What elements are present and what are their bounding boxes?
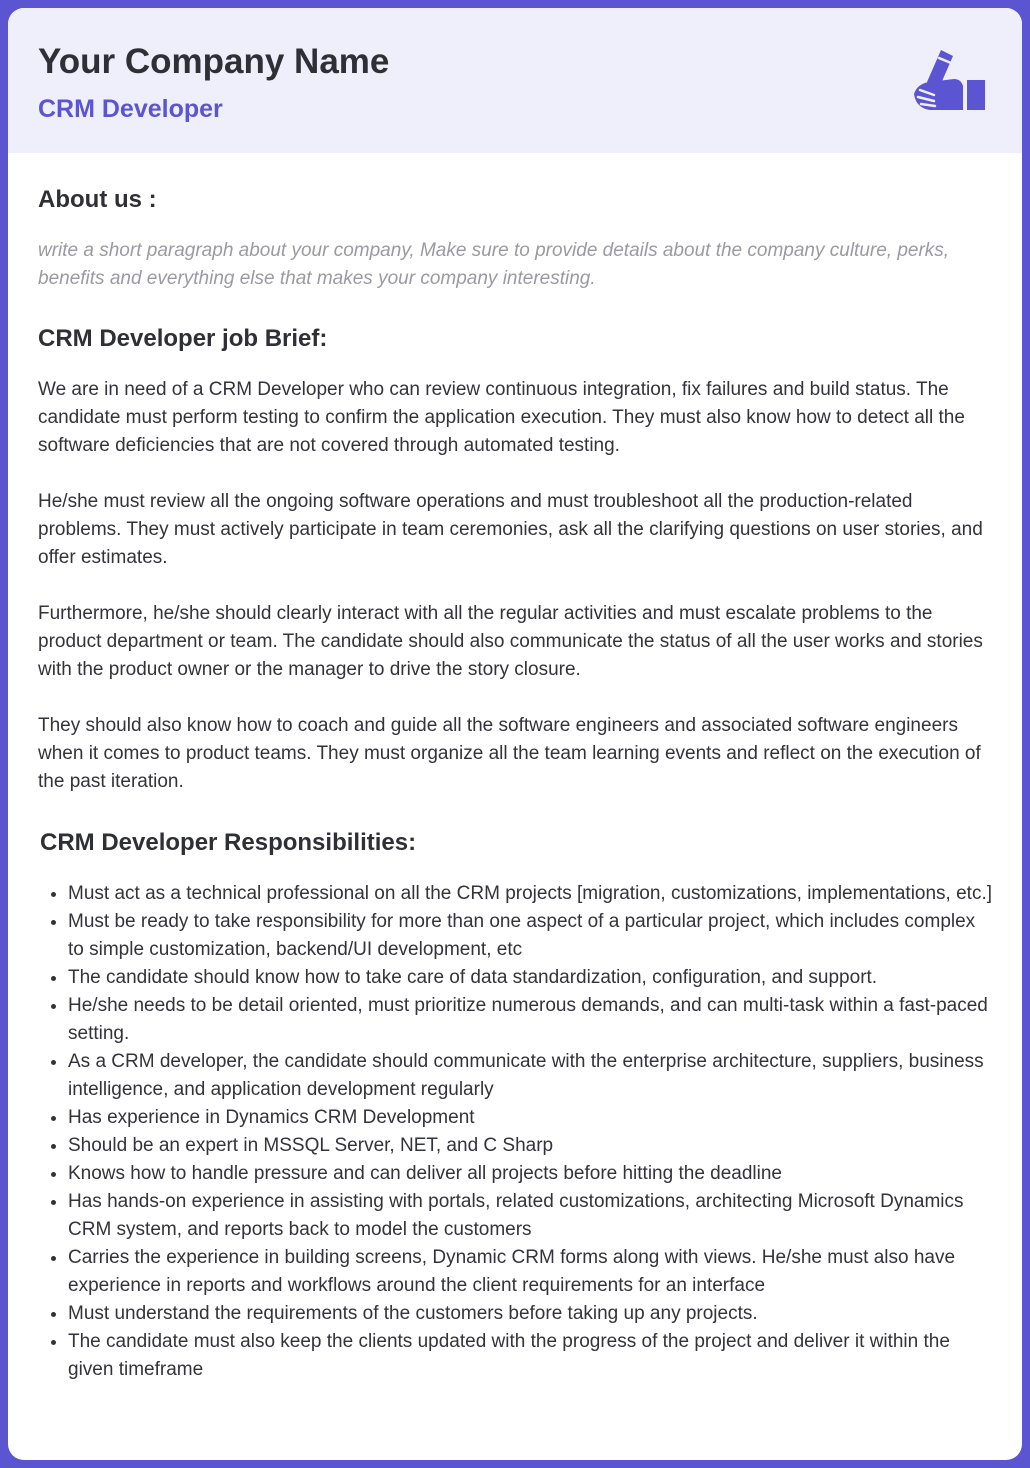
brief-paragraph: Furthermore, he/she should clearly interact with all the regular activities and must escalate problems to the product department or team. The candidate should also communicate the status of all the user works and stories with the product owner or the manager to drive the story closure. <box>38 603 983 680</box>
responsibilities-list <box>38 880 993 1384</box>
list-item: • He/she needs to be detail oriented, must prioritize numerous demands, and can multi-task within a fast-paced setting. <box>68 992 993 1048</box>
list-item: • Has hands-on experience in assisting with portals, related customizations, architecting Microsoft Dynamics CRM system, and reports back to model the customers <box>68 1188 993 1244</box>
list-item: • Must be ready to take responsibility for more than one aspect of a particular project, which includes complex to simple customization, backend/UI development, etc <box>68 908 993 964</box>
about-text: write a short paragraph about your company, Make sure to provide details about the company culture, perks, benefits and everything else that makes your company interesting. <box>38 240 950 289</box>
list-item: • The candidate should know how to take care of data standardization, configuration, and support. <box>68 964 993 992</box>
brief-paragraph: He/she must review all the ongoing software operations and must troubleshoot all the production-related problems. They must actively participate in team ceremonies, ask all the clarifying questions on user stories, and offer estimates. <box>38 491 983 568</box>
list-item: • The candidate must also keep the clients updated with the progress of the project and deliver it within the given timeframe <box>68 1328 993 1384</box>
job-description-card <box>8 8 1022 1460</box>
header-banner <box>8 8 1022 153</box>
brief-title: CRM Developer job Brief: <box>38 325 328 352</box>
list-item: • Knows how to handle pressure and can deliver all projects before hitting the deadline <box>68 1160 993 1188</box>
list-item: • Carries the experience in building screens, Dynamic CRM forms along with views. He/she must also have experience in reports and workflows around the client requirements for an interface <box>68 1244 993 1300</box>
list-item: • Must act as a technical professional on all the CRM projects [migration, customizations, implementations, etc.] <box>68 880 993 908</box>
list-item: • Should be an expert in MSSQL Server, NET, and C Sharp <box>68 1132 993 1160</box>
about-title: About us : <box>38 186 157 213</box>
job-title: CRM Developer <box>38 95 223 123</box>
list-item: • Must understand the requirements of the customers before taking up any projects. <box>68 1300 993 1328</box>
list-item: • Has experience in Dynamics CRM Development <box>68 1104 993 1132</box>
responsibilities-title: CRM Developer Responsibilities: <box>40 829 417 856</box>
brief-body <box>38 376 998 824</box>
brief-paragraph: They should also know how to coach and guide all the software engineers and associated software engineers when it comes to product teams. They must organize all the team learning events and reflect on the execution of the past iteration. <box>38 715 981 792</box>
brief-paragraph: We are in need of a CRM Developer who can review continuous integration, fix failures and build status. The candidate must perform testing to confirm the application execution. They must also know how to detect all the software deficiencies that are not covered through automated testing. <box>38 379 965 456</box>
pen-writing-icon <box>908 44 992 114</box>
list-item: • As a CRM developer, the candidate should communicate with the enterprise architecture, suppliers, business intelligence, and application development regularly <box>68 1048 993 1104</box>
company-name: Your Company Name <box>38 42 390 81</box>
